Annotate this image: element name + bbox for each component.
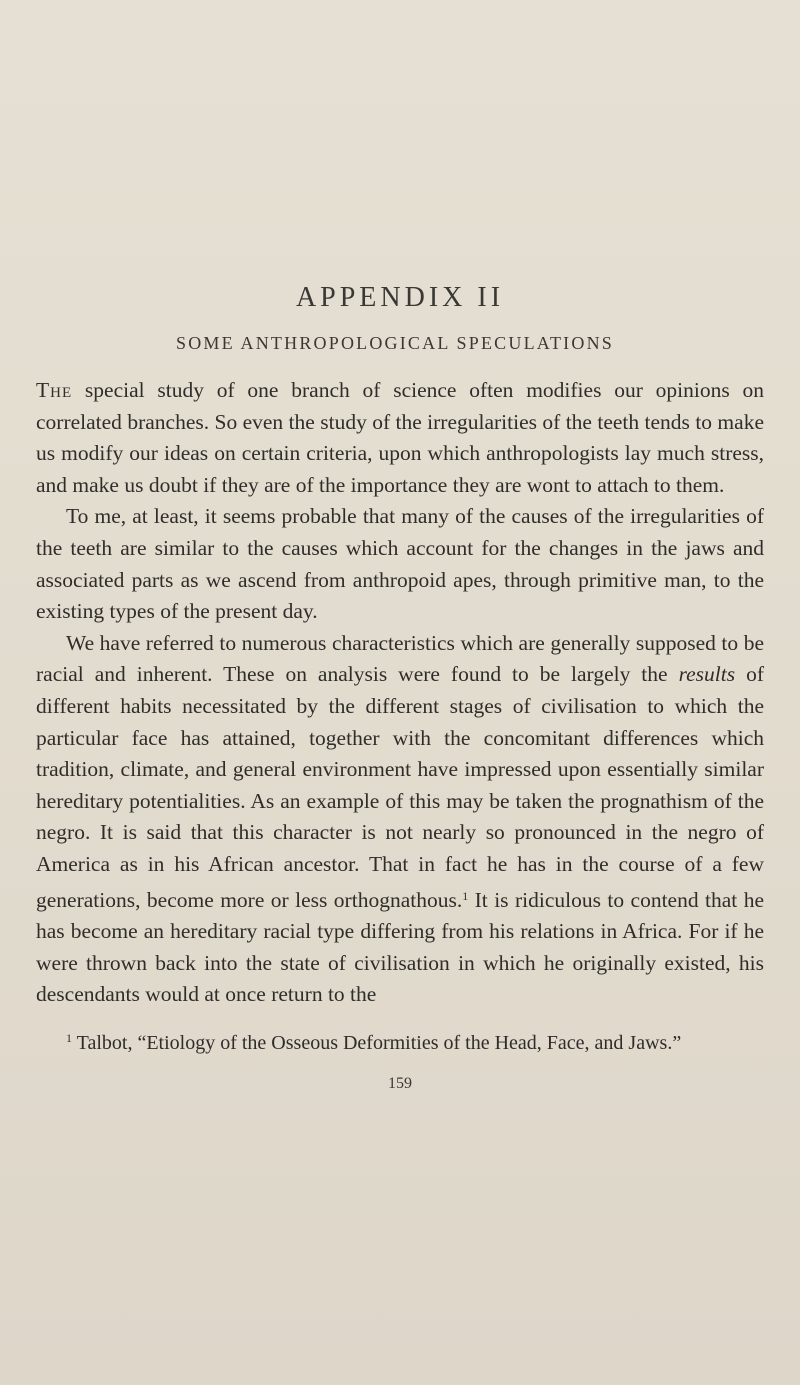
footnote-reference: 1 <box>462 888 469 903</box>
footnote-text: Talbot, “Etiology of the Osseous Deformities of the Head, Face, and Jaws.” <box>72 1032 682 1054</box>
footnote <box>36 1024 764 1058</box>
footnote-marker: 1 <box>66 1031 72 1045</box>
paragraph-3-text-a: We have referred to numerous characteristics which are generally supposed to be racial and inherent. These on analysis were found to be largely the <box>36 630 764 687</box>
paragraph-1-lead: The <box>36 378 73 402</box>
paragraph-1 <box>36 375 764 501</box>
page-subtitle: SOME ANTHROPOLOGICAL SPECULATIONS <box>176 333 614 353</box>
paragraph-1-text: special study of one branch of science often modifies our opinions on correlated branches. So even the study of the irregularities of the teeth tends to make us modify our ideas on certain criteria, upon which anthropologists lay much stress, and make us doubt if they are of the importance they are wont to attach to them. <box>36 378 764 497</box>
page-number: 159 <box>388 1075 412 1092</box>
paragraph-2: To me, at least, it seems probable that many of the causes of the irregularities of the teeth are similar to the causes which account for the changes in the jaws and associated parts as we ascend from anthropoid apes, through primitive man, to the existing types of the present day. <box>36 504 764 624</box>
paragraph-3-emphasis: results <box>678 662 736 687</box>
body-text <box>36 375 764 1011</box>
paragraph-3-text-b: of different habits necessitated by the different stages of civilisation to which the particular face has attained, together with the concomitant differences which tradition, climate, and general environment have impressed upon essentially similar hereditary potentialities. As an example of this may be taken the prognathism of the negro. It is said that this character is not nearly so pronounced in the negro of America as in his African ancestor. That in fact he has in the course of a few generations, become more or less orthognathous. <box>36 662 764 912</box>
paragraph-3-text-c: It is ridiculous to contend that he has become an hereditary racial type differing from his relations in Africa. For if he were thrown back into the state of civilisation in which he originally existed, his descendants would at once return to the <box>36 887 764 1007</box>
page-title: APPENDIX II <box>295 282 505 313</box>
paragraph-3 <box>36 628 764 1011</box>
